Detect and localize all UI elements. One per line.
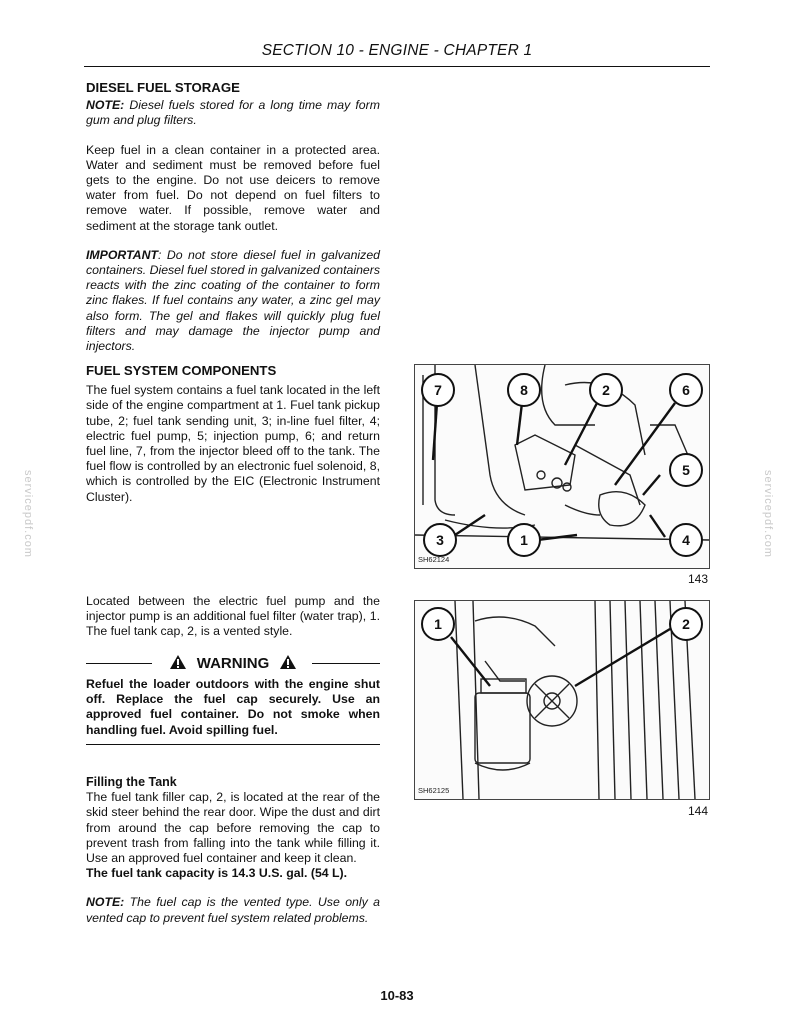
callout-6: 6 — [669, 373, 703, 407]
warning-text: Refuel the loader outdoors with the engine shut off. Replace the fuel cap securely. Use an approved fuel container. Do not smoke when handling fuel. Avoid spilling fuel. — [86, 677, 380, 737]
note-label: NOTE: — [86, 98, 125, 113]
callout-2: 2 — [589, 373, 623, 407]
fuel-filter-illustration — [415, 601, 709, 799]
figure-fuel-system — [414, 364, 710, 569]
callout-1: 1 — [507, 523, 541, 557]
note-label: NOTE: — [86, 895, 125, 910]
warning-triangle-icon — [169, 654, 187, 670]
figure-code: SH62125 — [418, 786, 450, 795]
callout-5: 5 — [669, 453, 703, 487]
header-divider — [84, 66, 710, 67]
filling-note — [86, 895, 380, 925]
warning-header — [86, 652, 380, 674]
note-text: Diesel fuels stored for a long time may form gum and plug filters. — [86, 98, 380, 128]
storage-heading: DIESEL FUEL STORAGE — [86, 80, 240, 95]
storage-note — [86, 98, 380, 128]
watermark-left: servicepdf.com — [22, 470, 34, 558]
figure-number: 143 — [688, 572, 709, 586]
important-text: : Do not store diesel fuel in galvanized containers. Diesel fuel stored in galvanized containers reacts with the zinc coating of the container to form zinc flakes. If fuel contains any water, a zinc gel may also form. The gel and flakes will quickly plug fuel filters and may damage the injector pump and injectors. — [86, 247, 380, 354]
page-number: 10-83 — [380, 988, 414, 1003]
storage-paragraph: Keep fuel in a clean container in a protected area. Water and sediment must be removed before fuel gets to the engine. Do not use deicers to remove water from fuel. Do not depend on fuel filters to remove water. If possible, remove water and sediment at the storage tank outlet. — [86, 142, 380, 233]
filter-section — [86, 594, 380, 640]
warning-label-group — [86, 654, 380, 672]
note-text: The fuel cap is the vented type. Use only a vented cap to prevent fuel system related problems. — [86, 895, 380, 925]
fuel-system-illustration — [415, 365, 709, 568]
watermark-right: servicepdf.com — [762, 470, 774, 558]
figure-code: SH62124 — [418, 555, 450, 564]
warning-body — [86, 677, 380, 738]
storage-section — [86, 80, 380, 354]
components-paragraph: The fuel system contains a fuel tank located in the left side of the engine compartment at 1. Fuel tank pickup tube, 2; fuel tank sending unit, 3; in-line fuel filter, 4; electric fuel pump, 5; injection pump, 6; and return fuel line, 7, from the injector bleed off to the tank. The fuel flow is controlled by an electronic fuel solenoid, 8, which is controlled by the EIC (Electronic Instrument Cluster). — [86, 383, 380, 504]
callout-8: 8 — [507, 373, 541, 407]
warning-triangle-icon — [279, 654, 297, 670]
tank-capacity: The fuel tank capacity is 14.3 U.S. gal. (54 L). — [86, 866, 348, 881]
section-header: SECTION 10 - ENGINE - CHAPTER 1 — [261, 42, 533, 59]
figure-fuel-filter — [414, 600, 710, 800]
warning-divider — [86, 744, 380, 745]
callout-4: 4 — [669, 523, 703, 557]
callout-1: 1 — [421, 607, 455, 641]
important-note — [86, 248, 380, 354]
filling-section — [86, 775, 380, 926]
filling-paragraph: The fuel tank filler cap, 2, is located at the rear of the skid steer behind the rear door. Wipe the dust and dirt from around the cap before removing the cap to prevent trash from falling into the tank while filling it. Use an approved fuel container and keep it clean. — [86, 790, 380, 866]
callout-2: 2 — [669, 607, 703, 641]
callout-7: 7 — [421, 373, 455, 407]
callout-3: 3 — [423, 523, 457, 557]
warning-label: WARNING — [196, 655, 270, 672]
filter-paragraph: Located between the electric fuel pump and the injector pump is an additional fuel filter (water trap), 1. The fuel tank cap, 2, is a vented style. — [86, 594, 380, 639]
components-heading: FUEL SYSTEM COMPONENTS — [86, 363, 277, 378]
important-label: IMPORTANT — [86, 247, 158, 262]
filling-heading: Filling the Tank — [86, 775, 177, 789]
components-section — [86, 363, 380, 505]
figure-number: 144 — [688, 804, 709, 818]
